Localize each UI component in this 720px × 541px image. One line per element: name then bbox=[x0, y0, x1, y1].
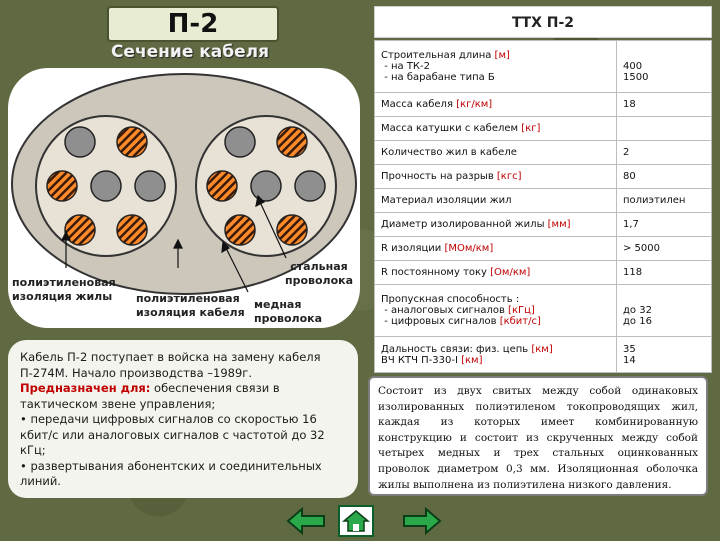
info-intro: Кабель П-2 поступает в войска на замену кабеля П-274М. Начало производства –1989г. bbox=[20, 350, 321, 380]
table-row bbox=[375, 189, 712, 213]
value-cell: полиэтилен bbox=[617, 189, 712, 213]
copper-wire bbox=[117, 127, 147, 157]
param-cell bbox=[375, 189, 617, 213]
param-sub: - на ТК-2 bbox=[384, 61, 430, 72]
home-icon bbox=[338, 505, 374, 537]
table-row bbox=[375, 285, 712, 337]
cable-description: Состоит из двух свитых между собой одинаковых изолированных полиэтиленом токопроводящих жил, каждая из которых имеет комбинированную конструкцию и состоит из скрученных между собой четырех медных и трех стальных оцинкованных проволок диаметром 0,3 мм. Изоляционная оболочка жилы выполнена из полиэтилена низкого давления. bbox=[368, 376, 708, 496]
table-row bbox=[375, 337, 712, 373]
cable-cross-section bbox=[8, 68, 360, 328]
param-cell bbox=[375, 337, 617, 373]
param-label: Материал изоляции жил bbox=[381, 195, 512, 206]
value: 1500 bbox=[623, 72, 649, 83]
param-unit: [МОм/км] bbox=[444, 243, 494, 254]
back-button[interactable] bbox=[284, 505, 328, 537]
value-cell: 80 bbox=[617, 165, 712, 189]
param-label: Дальность связи: физ. цепь bbox=[381, 343, 532, 355]
param-unit: [Ом/км] bbox=[490, 267, 531, 278]
table-row bbox=[375, 165, 712, 189]
label-cable-insulation: полиэтиленовая изоляция кабеля bbox=[136, 292, 245, 319]
value-cell: 2 bbox=[617, 141, 712, 165]
param-cell bbox=[375, 261, 617, 285]
param-cell bbox=[375, 213, 617, 237]
param-cell bbox=[375, 285, 617, 337]
param-sub: - цифровых сигналов bbox=[384, 316, 500, 327]
param-label: R постоянному току bbox=[381, 267, 491, 278]
purpose-text: обеспечения связи в тактическом звене управления; bbox=[20, 381, 280, 411]
param-unit: [кГц] bbox=[508, 305, 535, 316]
section-subtitle: Сечение кабеля bbox=[110, 42, 270, 62]
table-row bbox=[375, 141, 712, 165]
param-unit: [км] bbox=[531, 343, 553, 355]
value-cell bbox=[617, 337, 712, 373]
param-label: Диаметр изолированной жилы bbox=[381, 219, 548, 230]
value-cell: 1,7 bbox=[617, 213, 712, 237]
param-label: Прочность на разрыв bbox=[381, 171, 497, 182]
ttx-title: ТТХ П-2 bbox=[374, 6, 712, 38]
steel-wire bbox=[295, 171, 325, 201]
table-row bbox=[375, 261, 712, 285]
param-label: ВЧ КТЧ П-330-I bbox=[381, 354, 462, 366]
param-label: Масса катушки с кабелем bbox=[381, 123, 522, 134]
table-row bbox=[375, 213, 712, 237]
table-row bbox=[375, 93, 712, 117]
value-cell: 18 bbox=[617, 93, 712, 117]
copper-wire bbox=[117, 215, 147, 245]
value: 400 bbox=[623, 61, 643, 72]
param-label: Строительная длина bbox=[381, 50, 495, 61]
value-cell: > 5000 bbox=[617, 237, 712, 261]
copper-wire bbox=[225, 215, 255, 245]
label-core-insulation: полиэтиленовая изоляция жилы bbox=[12, 276, 116, 303]
param-label: Количество жил в кабеле bbox=[381, 147, 517, 158]
param-unit: [мм] bbox=[547, 219, 571, 230]
value: 14 bbox=[623, 354, 636, 366]
table-row bbox=[375, 237, 712, 261]
info-purpose bbox=[20, 381, 348, 412]
info-bullet-1: • передачи цифровых сигналов со скоростью 16 кбит/с или аналоговых сигналов с частотой до 32 кГц; bbox=[20, 412, 325, 457]
param-cell bbox=[375, 93, 617, 117]
copper-wire bbox=[47, 171, 77, 201]
forward-button[interactable] bbox=[400, 505, 444, 537]
param-cell bbox=[375, 41, 617, 93]
param-cell bbox=[375, 141, 617, 165]
info-bullet-2: • развертывания абонентских и соединительных линий. bbox=[20, 458, 322, 488]
param-unit: [кгс] bbox=[496, 171, 522, 182]
value: до 32 bbox=[623, 305, 652, 316]
param-label: Масса кабеля bbox=[381, 99, 457, 110]
copper-wire bbox=[277, 127, 307, 157]
home-button[interactable] bbox=[338, 505, 374, 537]
back-arrow-icon bbox=[284, 505, 328, 537]
value-cell bbox=[617, 285, 712, 337]
steel-wire bbox=[225, 127, 255, 157]
param-unit: [кг/км] bbox=[456, 99, 493, 110]
param-label: R изоляции bbox=[381, 243, 445, 254]
core-left bbox=[36, 116, 176, 256]
steel-wire bbox=[135, 171, 165, 201]
param-unit: [м] bbox=[494, 50, 510, 61]
label-copper-wire: медная проволока bbox=[254, 298, 323, 325]
steel-wire bbox=[251, 171, 281, 201]
param-sub: - аналоговых сигналов bbox=[384, 305, 509, 316]
core-right bbox=[196, 116, 336, 256]
param-unit: [кбит/с] bbox=[499, 316, 541, 327]
purpose-label: Предназначен для: bbox=[20, 381, 151, 395]
param-cell bbox=[375, 117, 617, 141]
info-box bbox=[8, 340, 358, 498]
table-row bbox=[375, 41, 712, 93]
steel-wire bbox=[91, 171, 121, 201]
table-row bbox=[375, 117, 712, 141]
copper-wire bbox=[277, 215, 307, 245]
param-sub: - на барабане типа Б bbox=[384, 72, 495, 83]
param-label: Пропускная способность : bbox=[381, 294, 520, 305]
copper-wire bbox=[207, 171, 237, 201]
ttx-table bbox=[374, 40, 712, 373]
param-cell bbox=[375, 165, 617, 189]
value: до 16 bbox=[623, 316, 652, 327]
forward-arrow-icon bbox=[400, 505, 444, 537]
value-cell bbox=[617, 117, 712, 141]
steel-wire bbox=[65, 127, 95, 157]
value-cell: 118 bbox=[617, 261, 712, 285]
param-cell bbox=[375, 237, 617, 261]
value: 35 bbox=[623, 343, 636, 355]
page-title: П-2 bbox=[107, 6, 279, 42]
param-unit: [кг] bbox=[521, 123, 541, 134]
label-steel-wire: стальная проволока bbox=[284, 260, 354, 287]
param-unit: [км] bbox=[461, 354, 483, 366]
value-cell bbox=[617, 41, 712, 93]
